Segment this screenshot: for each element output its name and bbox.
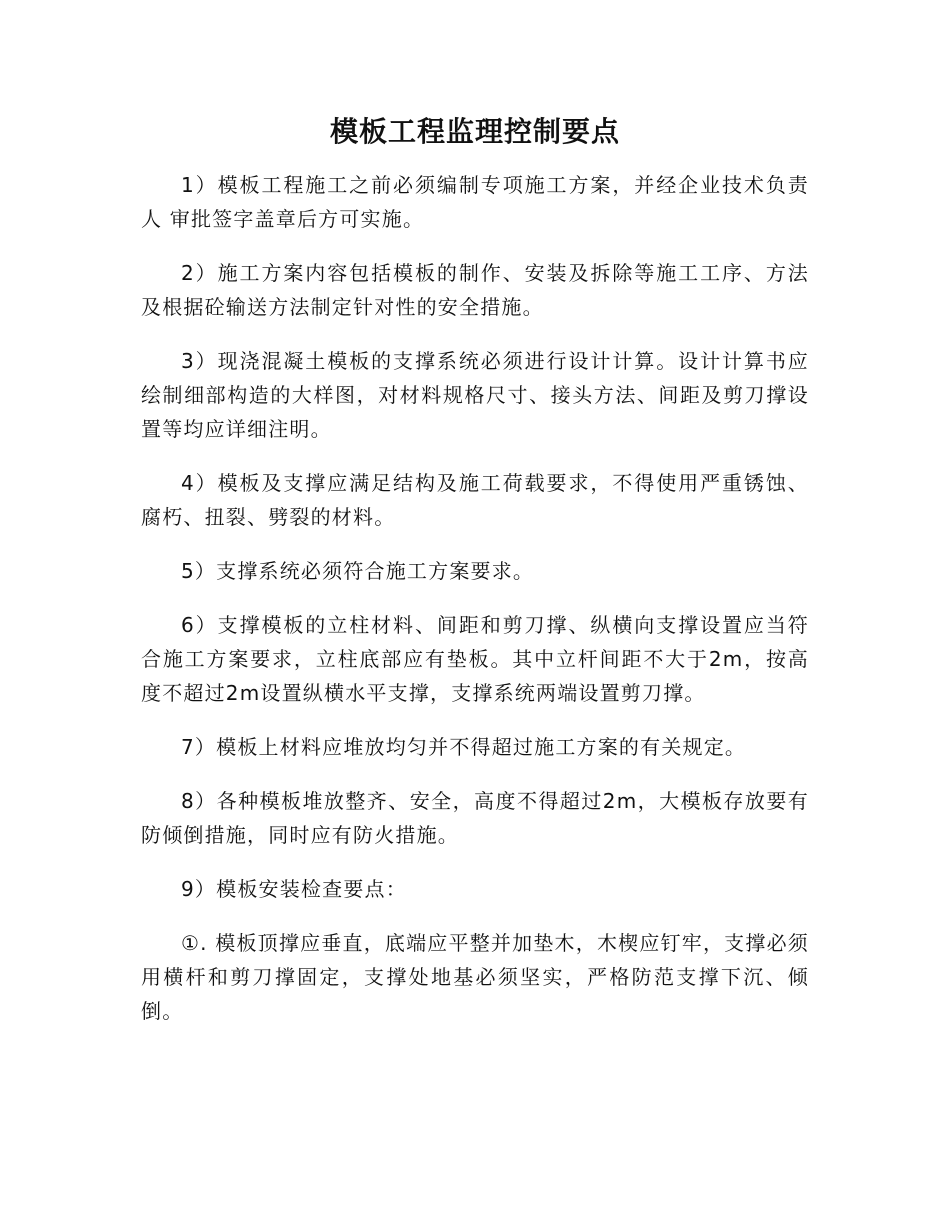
paragraph-4: 4）模板及支撑应满足结构及施工荷载要求，不得使用严重锈蚀、腐朽、扭裂、劈裂的材料。 <box>141 471 809 529</box>
paragraph-3: 3）现浇混凝土模板的支撑系统必须进行设计计算。设计计算书应绘制细部构造的大样图，对材料规格尺寸、接头方法、间距及剪刀撑设置等均应详细注明。 <box>141 349 809 441</box>
document-body <box>141 168 809 1028</box>
paragraph-8: 8）各种模板堆放整齐、安全，高度不得超过2m，大模板存放要有防倾倒措施，同时应有防火措施。 <box>141 789 809 847</box>
paragraph-7: 7）模板上材料应堆放均匀并不得超过施工方案的有关规定。 <box>181 735 747 759</box>
paragraph-9: 9）模板安装检查要点： <box>181 877 407 901</box>
paragraph-9-item-1: ①. 模板顶撑应垂直，底端应平整并加垫木，木楔应钉牢，支撑必须用横杆和剪刀撑固定，支撑处地基必须坚实，严格防范支撑下沉、倾倒。 <box>141 931 809 1023</box>
document-title: 模板工程监理控制要点 <box>329 115 620 148</box>
paragraph-1: 1）模板工程施工之前必须编制专项施工方案，并经企业技术负责人 审批签字盖章后方可实施。 <box>141 173 809 231</box>
paragraph-6: 6）支撑模板的立柱材料、间距和剪刀撑、纵横向支撑设置应当符合施工方案要求，立柱底部应有垫板。其中立杆间距不大于2m，按高度不超过2m设置纵横水平支撑，支撑系统两端设置剪刀撑。 <box>141 613 809 705</box>
paragraph-2: 2）施工方案内容包括模板的制作、安装及拆除等施工工序、方法及根据砼输送方法制定针对性的安全措施。 <box>141 261 809 319</box>
paragraph-5: 5）支撑系统必须符合施工方案要求。 <box>181 559 535 583</box>
